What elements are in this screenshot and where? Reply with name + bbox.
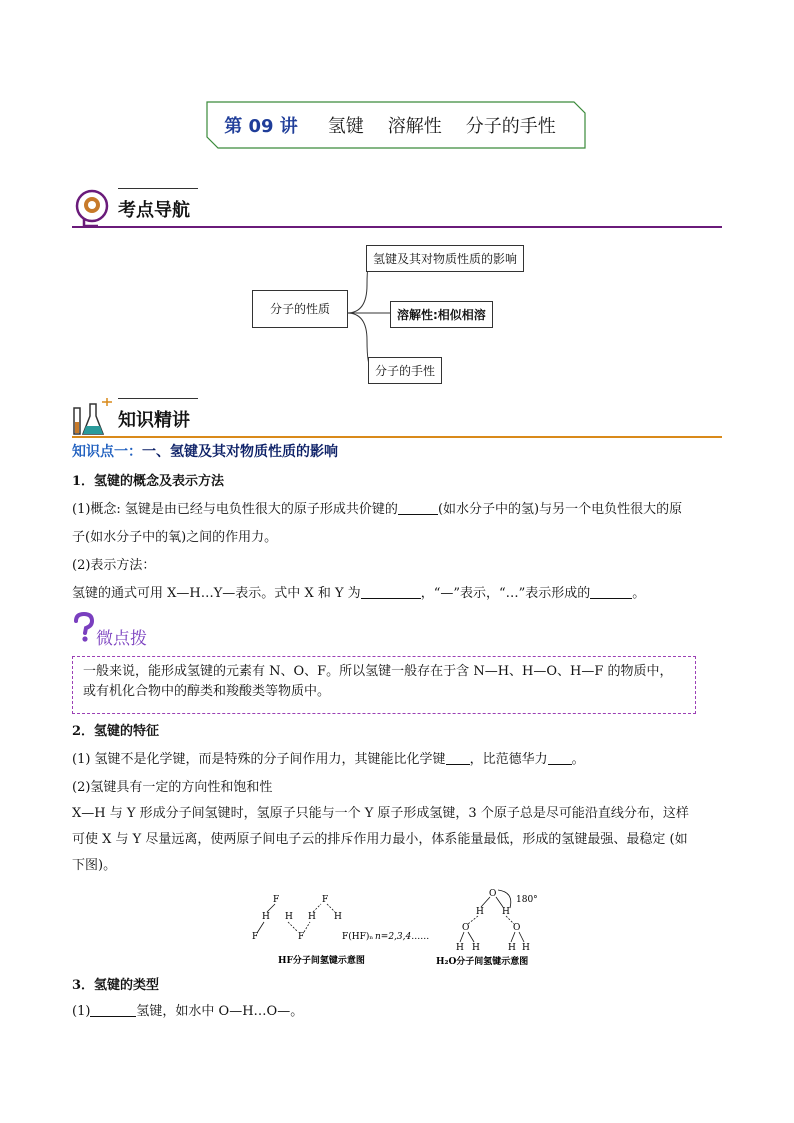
atom-label: H	[476, 907, 484, 917]
section-header-knowledge	[72, 398, 722, 438]
title-topic-solubility: 溶解性	[387, 116, 442, 137]
angle-label: 180°	[516, 895, 538, 905]
mind-map-branch-hydrogen-bond: 氢键及其对物质性质的影响	[366, 245, 524, 272]
mind-map-root: 分子的性质	[252, 290, 348, 328]
atom-label: H	[522, 943, 530, 953]
micro-tip-label: 微点拨	[96, 629, 147, 649]
atom-label: O	[462, 923, 470, 933]
paragraph-direction-saturation: (2)氢键具有一定的方向性和饱和性	[72, 780, 273, 795]
fill-blank[interactable]	[361, 584, 421, 599]
section-underline	[72, 436, 722, 438]
mind-map-branch-chirality: 分子的手性	[368, 357, 442, 384]
paragraph-not-chemical-bond: (1) 氢键不是化学键，而是特殊的分子间作用力，其键能比化学键 ，比范德华力 。	[72, 752, 585, 767]
lecture-title	[206, 101, 586, 149]
subheading-types: 3．氢键的类型	[72, 978, 160, 993]
section-underline	[72, 226, 722, 228]
hf-formula: F(HF)ₙ	[342, 932, 374, 942]
hf-caption: HF分子间氢键示意图	[278, 956, 365, 966]
lecture-number: 第 09 讲	[224, 116, 298, 137]
section-header-navigation	[72, 188, 722, 228]
section-title: 考点导航	[118, 200, 190, 221]
text: 氢键的通式可用 X—H…Y—表示。式中 X 和 Y 为	[72, 586, 361, 601]
atom-label: O	[513, 923, 521, 933]
atom-label: H	[456, 943, 464, 953]
header-overline	[118, 188, 198, 189]
paragraph-linear-explanation: X—H 与 Y 形成分子间氢键时，氢原子只能与一个 Y 原子形成氢键，3 个原子总是尽可能沿直线分布，这样 可使 X 与 Y 尽量远离，使两原子间电子云的排斥作用力最小，体系能量最低，形成的氢键最强、最稳定 (如 下图)。	[72, 806, 689, 873]
atom-label: H	[334, 912, 342, 922]
fill-blank[interactable]	[590, 584, 632, 599]
paragraph-intermolecular: (1) 氢键，如水中 O—H…O—。	[72, 1004, 304, 1019]
atom-label: H	[508, 943, 516, 953]
subheading-concept: 1．氢键的概念及表示方法	[72, 474, 225, 489]
fill-blank[interactable]	[90, 1002, 136, 1017]
atom-label: F	[252, 932, 259, 942]
paragraph-notation: (2)表示方法：	[72, 558, 156, 573]
mind-map	[252, 240, 552, 385]
title-topic-hydrogen-bond: 氢键	[327, 116, 364, 137]
knowledge-point-heading	[72, 441, 338, 461]
paragraph-concept	[72, 500, 732, 520]
atom-label: O	[489, 889, 497, 899]
atom-label: F	[273, 895, 280, 905]
atom-label: H	[285, 912, 293, 922]
mind-map-branch-solubility: 溶解性:相似相溶	[390, 301, 493, 328]
section-title: 知识精讲	[118, 410, 190, 431]
atom-label: F	[322, 895, 329, 905]
atom-label: H	[502, 907, 510, 917]
subheading-features: 2．氢键的特征	[72, 724, 160, 739]
atom-label: H	[472, 943, 480, 953]
tip-line: 一般来说，能形成氢键的元素有 N、O、F。所以氢键一般存在于含 N—H、H—O、H—F 的物质中， 或有机化合物中的醇类和羧酸类等物质中。	[83, 664, 673, 699]
hydrogen-bond-figure	[240, 884, 560, 974]
hf-n-range: n=2,3,4……	[375, 932, 430, 942]
fill-blank[interactable]	[446, 750, 470, 765]
atom-label: H	[308, 912, 316, 922]
fill-blank[interactable]	[548, 750, 572, 765]
knowledge-point-title: 一、氢键及其对物质性质的影响	[142, 444, 338, 460]
h2o-caption: H₂O分子间氢键示意图	[436, 957, 529, 967]
micro-tip-box	[72, 656, 696, 714]
header-overline	[118, 398, 198, 399]
text: (如水分子中的氢)与另一个电负性很大的原	[437, 502, 683, 517]
text: 。	[632, 586, 646, 601]
title-topic-chirality: 分子的手性	[465, 116, 556, 137]
atom-label: H	[262, 912, 270, 922]
paragraph-general-formula	[72, 584, 645, 604]
text: ，“—”表示，“…”表示形成的	[420, 586, 591, 601]
paragraph-concept-cont: 子(如水分子中的氧)之间的作用力。	[72, 530, 278, 545]
knowledge-point-label: 知识点一：	[72, 444, 142, 460]
atom-label: F	[298, 932, 305, 942]
fill-blank[interactable]	[398, 500, 438, 515]
text: (1)概念: 氢键是由已经与电负性很大的原子形成共价键的	[72, 502, 398, 517]
lecture-title-box	[206, 101, 586, 149]
question-mark-icon	[72, 612, 96, 646]
